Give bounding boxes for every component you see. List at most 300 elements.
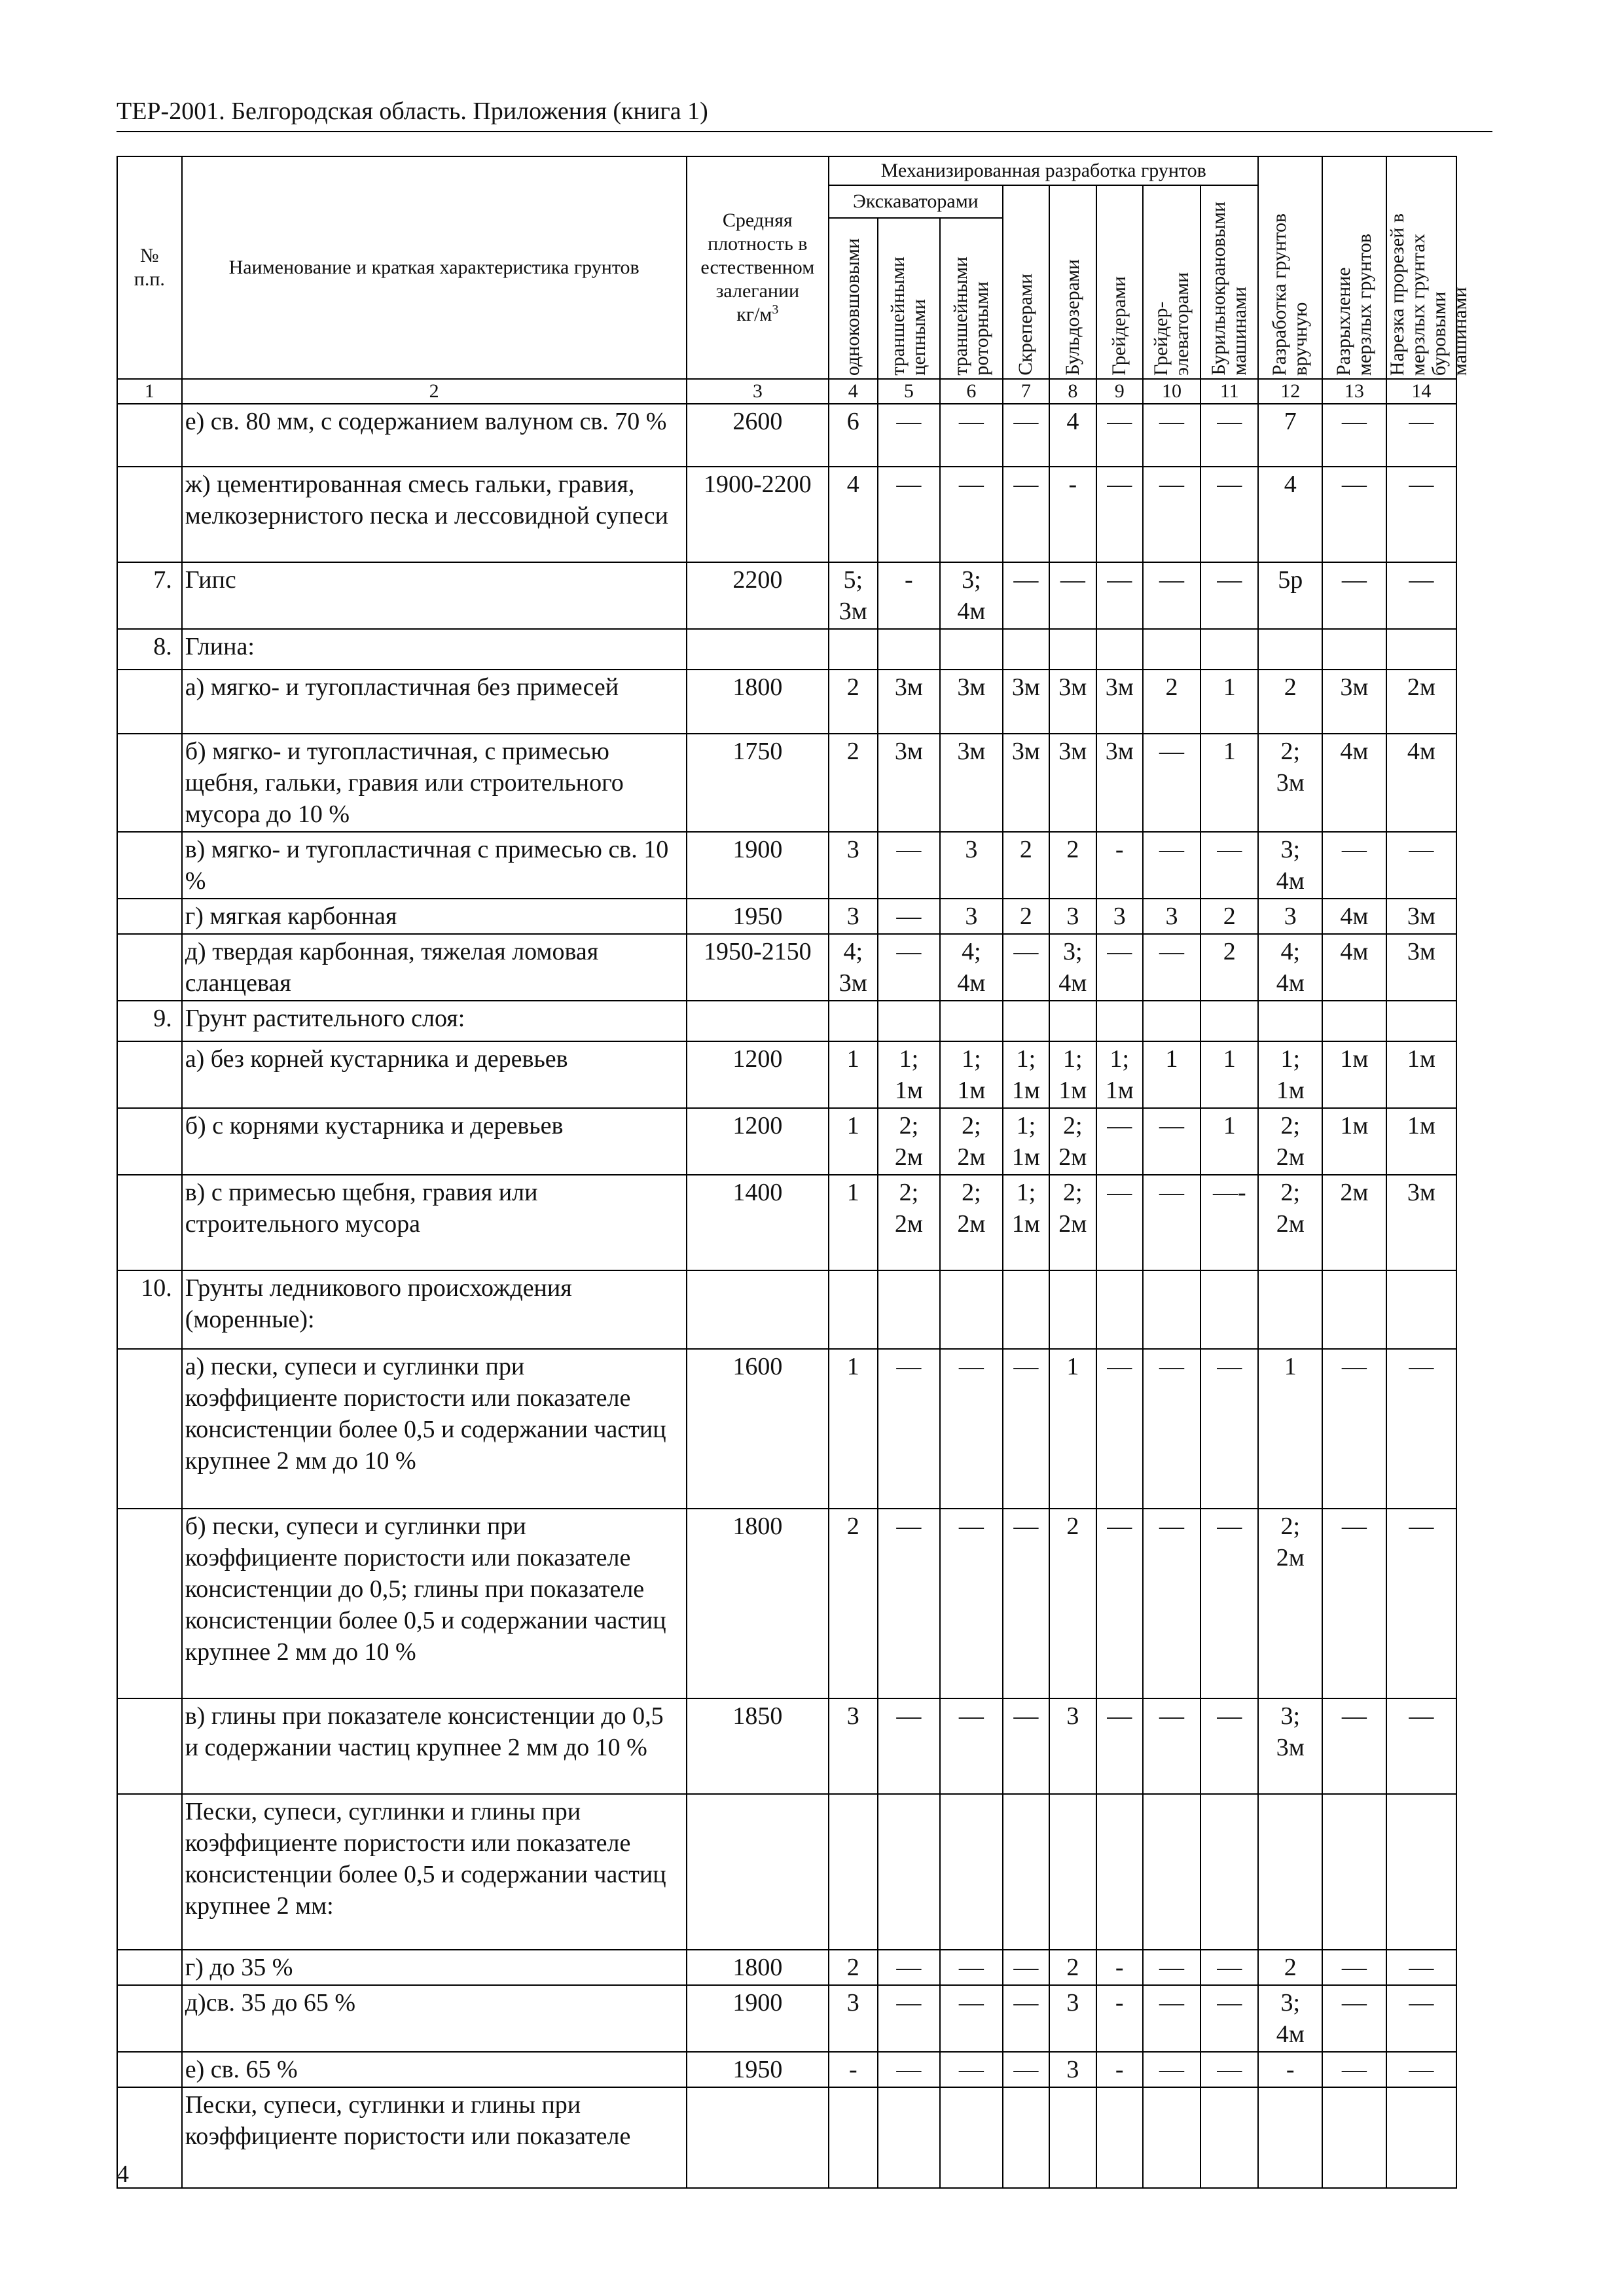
table-row	[117, 1041, 1456, 1108]
soil-group-value	[1258, 1001, 1322, 1041]
table-row	[117, 467, 1456, 562]
column-index: 14	[1386, 379, 1456, 404]
soil-group-value: 1	[829, 1041, 878, 1108]
soil-group-value: —	[1143, 467, 1200, 562]
soil-group-value: —	[878, 467, 941, 562]
soil-group-value	[1003, 1270, 1049, 1349]
soil-description: в) с примесью щебня, гравия или строительного мусора	[182, 1175, 687, 1270]
soil-group-value	[1003, 2087, 1049, 2188]
soil-group-value: 3; 4м	[1049, 934, 1096, 1001]
soil-group-value: 4; 4м	[1258, 934, 1322, 1001]
soil-group-value	[1322, 1001, 1386, 1041]
soil-group-value	[1096, 629, 1143, 670]
row-number	[117, 1041, 182, 1108]
column-index: 1	[117, 379, 182, 404]
soil-group-value	[1258, 2087, 1322, 2188]
soil-group-value	[1096, 1270, 1143, 1349]
column-index: 10	[1143, 379, 1200, 404]
soil-group-value	[1322, 629, 1386, 670]
soil-group-value	[829, 1270, 878, 1349]
table-row	[117, 629, 1456, 670]
table-row	[117, 734, 1456, 832]
soil-group-value: —	[1143, 934, 1200, 1001]
soil-group-value: 2; 2м	[1049, 1175, 1096, 1270]
density-value: 1900	[687, 1985, 829, 2052]
header-col7	[1003, 185, 1049, 379]
header-col11-text: Бурильнокрановыми машинами	[1208, 202, 1251, 376]
density-value: 1200	[687, 1041, 829, 1108]
soil-group-value: 4м	[1322, 934, 1386, 1001]
soil-group-value: —	[1386, 832, 1456, 899]
soil-group-value	[1049, 1001, 1096, 1041]
density-value	[687, 1001, 829, 1041]
table-row	[117, 1698, 1456, 1794]
soil-group-value: 3	[1096, 899, 1143, 934]
soil-group-value: 3м	[940, 734, 1003, 832]
header-col10-text: Грейдер- элеваторами	[1150, 272, 1193, 376]
soil-group-value: —	[940, 1509, 1003, 1698]
soil-group-value: —	[940, 1985, 1003, 2052]
header-col12	[1258, 156, 1322, 379]
soil-group-value: —	[1096, 1349, 1143, 1509]
header-col14-text: Нарезка прорезей в мерзлых грунтах буровыми машинами	[1386, 213, 1471, 376]
header-col6-text: траншейными роторными	[949, 257, 992, 376]
header-col12-text: Разработка грунтов вручную	[1269, 213, 1312, 376]
soil-group-value: 3м	[1096, 670, 1143, 734]
soil-group-value	[1258, 1794, 1322, 1950]
soil-group-value: 3	[1049, 2052, 1096, 2087]
header-col8	[1049, 185, 1096, 379]
soil-group-value: —	[1200, 1509, 1258, 1698]
soil-group-value: 4	[1258, 467, 1322, 562]
header-col13	[1322, 156, 1386, 379]
soil-group-value: —	[1143, 1985, 1200, 2052]
table-row	[117, 562, 1456, 629]
soil-group-value: —	[940, 467, 1003, 562]
soil-group-value: —	[1200, 1950, 1258, 1985]
soil-group-value	[878, 1001, 941, 1041]
soil-group-value: —	[1003, 1349, 1049, 1509]
soil-group-value	[1200, 1270, 1258, 1349]
soil-group-value: 4м	[1386, 734, 1456, 832]
soil-group-value: —	[1386, 562, 1456, 629]
soil-group-value: 3м	[1386, 1175, 1456, 1270]
soil-group-value: 1м	[1322, 1108, 1386, 1175]
soil-group-value	[1003, 1001, 1049, 1041]
row-number: 7.	[117, 562, 182, 629]
row-number	[117, 1108, 182, 1175]
soil-group-value	[878, 1270, 941, 1349]
soil-group-value: 4	[1049, 404, 1096, 467]
soil-group-value: —	[1096, 1509, 1143, 1698]
soil-group-value: 1	[829, 1349, 878, 1509]
density-value: 1800	[687, 1950, 829, 1985]
soil-group-value: -	[1096, 832, 1143, 899]
soil-group-value: —	[1143, 1108, 1200, 1175]
row-number	[117, 1950, 182, 1985]
table-body	[117, 404, 1456, 2188]
soil-group-value	[1143, 1270, 1200, 1349]
row-number	[117, 1349, 182, 1509]
soil-description: д) твердая карбонная, тяжелая ломовая сланцевая	[182, 934, 687, 1001]
soil-group-value: 2	[829, 1950, 878, 1985]
soil-group-value: —	[1322, 2052, 1386, 2087]
soil-group-value: —	[1096, 1698, 1143, 1794]
soil-group-value: —	[1200, 1698, 1258, 1794]
soil-group-value	[878, 2087, 941, 2188]
soil-group-value	[1049, 629, 1096, 670]
row-number	[117, 1698, 182, 1794]
soil-group-value	[1049, 1270, 1096, 1349]
density-value: 1950	[687, 899, 829, 934]
density-value	[687, 629, 829, 670]
soil-group-value	[1096, 2087, 1143, 2188]
soil-group-value: —	[1003, 1950, 1049, 1985]
soil-group-value: 2; 2м	[1049, 1108, 1096, 1175]
row-number	[117, 934, 182, 1001]
soil-description: Грунты ледникового происхождения (моренные):	[182, 1270, 687, 1349]
soil-description: е) св. 80 мм, с содержанием валуном св. 70 %	[182, 404, 687, 467]
soil-group-value	[1143, 2087, 1200, 2188]
header-num: № п.п.	[117, 156, 182, 379]
row-number	[117, 467, 182, 562]
table-row	[117, 832, 1456, 899]
row-number	[117, 1175, 182, 1270]
soil-group-value	[1096, 1001, 1143, 1041]
soil-group-value	[940, 1794, 1003, 1950]
soil-group-value: 2	[1003, 832, 1049, 899]
soil-group-value	[829, 2087, 878, 2188]
table-row	[117, 899, 1456, 934]
soil-group-value: —	[1143, 1175, 1200, 1270]
soil-group-value: 1м	[1386, 1041, 1456, 1108]
soil-group-value: 4м	[1322, 899, 1386, 934]
soil-group-value	[940, 2087, 1003, 2188]
soil-group-value: 4; 4м	[940, 934, 1003, 1001]
soil-group-value: 2; 2м	[1258, 1509, 1322, 1698]
row-number	[117, 670, 182, 734]
page-number: 4	[117, 2161, 129, 2188]
density-value: 2200	[687, 562, 829, 629]
soil-group-value: -	[1096, 1985, 1143, 2052]
soil-group-value: —	[1096, 934, 1143, 1001]
column-index: 2	[182, 379, 687, 404]
density-value: 1850	[687, 1698, 829, 1794]
table-row	[117, 1794, 1456, 1950]
soil-group-value: —	[878, 1349, 941, 1509]
table-row	[117, 1950, 1456, 1985]
soil-group-value: —	[1386, 1950, 1456, 1985]
soil-group-value: 4м	[1322, 734, 1386, 832]
soil-group-value: —	[1096, 562, 1143, 629]
soil-group-value: —	[1386, 1698, 1456, 1794]
soil-group-value: 3	[1049, 1698, 1096, 1794]
soil-description: б) с корнями кустарника и деревьев	[182, 1108, 687, 1175]
table-row	[117, 2087, 1456, 2188]
header-col9	[1096, 185, 1143, 379]
soil-group-value: —	[1003, 404, 1049, 467]
density-value: 1900	[687, 832, 829, 899]
soil-group-value: —	[940, 404, 1003, 467]
soil-group-value: —	[1096, 404, 1143, 467]
table-row	[117, 1270, 1456, 1349]
soil-group-value: 7	[1258, 404, 1322, 467]
soil-group-value: 3	[829, 832, 878, 899]
soil-group-value: 3м	[1096, 734, 1143, 832]
soil-group-value: 2	[1200, 899, 1258, 934]
soil-group-value	[829, 1794, 878, 1950]
soil-group-value	[1322, 1270, 1386, 1349]
soil-group-value: -	[829, 2052, 878, 2087]
soil-group-value: 1	[1258, 1349, 1322, 1509]
soil-group-value	[1258, 1270, 1322, 1349]
soil-group-value: 1	[1200, 670, 1258, 734]
header-density-text: Средняя плотность в естественном залегании кг/м	[700, 209, 815, 325]
soil-group-value	[1143, 629, 1200, 670]
soil-group-value: —	[878, 1698, 941, 1794]
soil-group-value: 3м	[1049, 670, 1096, 734]
soil-group-value: 1	[1200, 1041, 1258, 1108]
soil-group-value: 2	[1003, 899, 1049, 934]
soil-group-value: 2	[1049, 1509, 1096, 1698]
column-index: 6	[940, 379, 1003, 404]
header-mechanized: Механизированная разработка грунтов	[829, 156, 1258, 185]
soil-group-value: 1м	[1386, 1108, 1456, 1175]
soil-group-value: 1	[829, 1108, 878, 1175]
soil-group-value: 1; 1м	[1049, 1041, 1096, 1108]
soil-group-value: -	[878, 562, 941, 629]
density-value: 1800	[687, 670, 829, 734]
column-index: 11	[1200, 379, 1258, 404]
soil-group-value: —	[1322, 1349, 1386, 1509]
soil-description: Грунт растительного слоя:	[182, 1001, 687, 1041]
soil-group-value	[940, 1001, 1003, 1041]
header-col14	[1386, 156, 1471, 379]
density-value: 1750	[687, 734, 829, 832]
soil-group-value: —	[878, 404, 941, 467]
soil-group-value	[940, 629, 1003, 670]
row-number	[117, 1985, 182, 2052]
soil-group-value: 2; 2м	[1258, 1108, 1322, 1175]
soil-group-value: —	[1200, 404, 1258, 467]
soil-group-value	[1143, 1794, 1200, 1950]
soil-group-value: —	[1143, 832, 1200, 899]
soil-group-value	[1322, 1794, 1386, 1950]
soil-description: а) мягко- и тугопластичная без примесей	[182, 670, 687, 734]
soil-group-value: —	[1143, 1509, 1200, 1698]
soil-group-value: 3	[940, 899, 1003, 934]
soil-group-value	[1386, 1270, 1456, 1349]
soil-group-value: 5р	[1258, 562, 1322, 629]
soil-group-value: —	[1386, 1349, 1456, 1509]
column-index: 9	[1096, 379, 1143, 404]
column-index: 7	[1003, 379, 1049, 404]
soil-group-value: —	[1200, 467, 1258, 562]
soil-group-value: —	[1049, 562, 1096, 629]
header-col4-text: одноковшовыми	[842, 238, 864, 376]
soil-group-value: —	[1003, 562, 1049, 629]
soil-group-value	[878, 629, 941, 670]
soil-group-value: 1м	[1322, 1041, 1386, 1108]
density-value: 1400	[687, 1175, 829, 1270]
soil-group-value: 3; 4м	[1258, 1985, 1322, 2052]
soil-classification-table	[117, 156, 1471, 2189]
soil-group-value: 1; 1м	[1003, 1108, 1049, 1175]
soil-group-value: 3	[829, 1985, 878, 2052]
header-col8-text: Бульдозерами	[1061, 259, 1083, 376]
column-index: 5	[878, 379, 941, 404]
soil-group-value: —	[1386, 1985, 1456, 2052]
soil-group-value: 4; 3м	[829, 934, 878, 1001]
column-index: 4	[829, 379, 878, 404]
soil-group-value: —	[940, 1950, 1003, 1985]
row-number	[117, 1794, 182, 1950]
density-value	[687, 2087, 829, 2188]
soil-group-value: —	[1143, 404, 1200, 467]
row-number	[117, 2052, 182, 2087]
soil-group-value	[1386, 1794, 1456, 1950]
soil-description: е) св. 65 %	[182, 2052, 687, 2087]
header-col10	[1143, 185, 1200, 379]
row-number	[117, 832, 182, 899]
header-density-sup: 3	[772, 302, 779, 317]
soil-group-value: —	[1322, 562, 1386, 629]
soil-group-value	[1049, 2087, 1096, 2188]
soil-group-value: —	[1322, 467, 1386, 562]
soil-group-value: 3	[1143, 899, 1200, 934]
soil-group-value: 3	[1049, 899, 1096, 934]
soil-group-value: —	[1003, 1985, 1049, 2052]
soil-group-value: 3м	[1322, 670, 1386, 734]
soil-group-value: 1	[1200, 1108, 1258, 1175]
soil-group-value: -	[1096, 1950, 1143, 1985]
soil-group-value	[1003, 629, 1049, 670]
soil-group-value: 1; 1м	[940, 1041, 1003, 1108]
row-number	[117, 1509, 182, 1698]
soil-group-value: —	[940, 1349, 1003, 1509]
table-row	[117, 1985, 1456, 2052]
soil-group-value: -	[1096, 2052, 1143, 2087]
soil-group-value: 1	[1200, 734, 1258, 832]
soil-group-value: —	[1200, 562, 1258, 629]
density-value	[687, 1270, 829, 1349]
soil-group-value: 2	[1049, 1950, 1096, 1985]
row-number: 10.	[117, 1270, 182, 1349]
soil-description: а) пески, супеси и суглинки при коэффициенте пористости или показателе консистенции более 0,5 и содержании частиц крупнее 2 мм до 10 %	[182, 1349, 687, 1509]
table-row	[117, 934, 1456, 1001]
soil-description: Пески, супеси, суглинки и глины при коэффициенте пористости или показателе	[182, 2087, 687, 2188]
soil-group-value: —	[1322, 1985, 1386, 2052]
soil-group-value: —	[1143, 562, 1200, 629]
density-value: 1200	[687, 1108, 829, 1175]
soil-description: ж) цементированная смесь гальки, гравия, мелкозернистого песка и лессовидной супеси	[182, 467, 687, 562]
soil-group-value	[1143, 1001, 1200, 1041]
soil-group-value	[1386, 1001, 1456, 1041]
soil-group-value: —	[1003, 1509, 1049, 1698]
soil-group-value	[1003, 1794, 1049, 1950]
soil-description: Гипс	[182, 562, 687, 629]
soil-description: Пески, супеси, суглинки и глины при коэффициенте пористости или показателе консистенции более 0,5 и содержании частиц крупнее 2 мм:	[182, 1794, 687, 1950]
soil-group-value	[1200, 1794, 1258, 1950]
soil-group-value: —	[1322, 404, 1386, 467]
soil-group-value: —	[878, 832, 941, 899]
soil-group-value: 3; 4м	[1258, 832, 1322, 899]
soil-group-value: 2; 3м	[1258, 734, 1322, 832]
soil-group-value: —	[1003, 467, 1049, 562]
soil-group-value: —	[1200, 1349, 1258, 1509]
soil-group-value: 3м	[1049, 734, 1096, 832]
soil-group-value: 1; 1м	[878, 1041, 941, 1108]
density-value: 1950-2150	[687, 934, 829, 1001]
soil-group-value: 2	[1200, 934, 1258, 1001]
soil-group-value: 1; 1м	[1258, 1041, 1322, 1108]
soil-group-value: 2	[1049, 832, 1096, 899]
header-col6	[940, 218, 1003, 379]
density-value: 1950	[687, 2052, 829, 2087]
soil-group-value: 3	[940, 832, 1003, 899]
running-header: ТЕР-2001. Белгородская область. Приложения (книга 1)	[117, 98, 708, 125]
column-index: 3	[687, 379, 829, 404]
soil-group-value: —	[1386, 2052, 1456, 2087]
soil-group-value: —	[878, 899, 941, 934]
soil-group-value: —	[1200, 1985, 1258, 2052]
soil-group-value: 1; 1м	[1003, 1041, 1049, 1108]
soil-description: а) без корней кустарника и деревьев	[182, 1041, 687, 1108]
soil-group-value: —	[1143, 1950, 1200, 1985]
soil-group-value: —	[1386, 1509, 1456, 1698]
soil-group-value: 3м	[1003, 670, 1049, 734]
soil-group-value: 2	[829, 734, 878, 832]
soil-group-value: —	[878, 1509, 941, 1698]
soil-group-value: —	[1322, 1950, 1386, 1985]
table-row	[117, 670, 1456, 734]
soil-group-value: 2	[1258, 1950, 1322, 1985]
soil-group-value: —	[1200, 832, 1258, 899]
density-value: 2600	[687, 404, 829, 467]
density-value: 1800	[687, 1509, 829, 1698]
soil-group-value: —	[1200, 2052, 1258, 2087]
soil-group-value: 2м	[1322, 1175, 1386, 1270]
table-row	[117, 1349, 1456, 1509]
soil-group-value: —	[1143, 1698, 1200, 1794]
soil-group-value: 3	[829, 1698, 878, 1794]
soil-group-value: —	[1386, 467, 1456, 562]
soil-description: б) пески, супеси и суглинки при коэффициенте пористости или показателе консистенции до 0,5; глины при показателе консистенции более 0,5 и содержании частиц крупнее 2 мм до 10 %	[182, 1509, 687, 1698]
soil-group-value	[1049, 1794, 1096, 1950]
table-row	[117, 1001, 1456, 1041]
header-col4	[829, 218, 878, 379]
soil-group-value: 3м	[940, 670, 1003, 734]
soil-group-value: —	[1322, 832, 1386, 899]
soil-group-value: 5; 3м	[829, 562, 878, 629]
soil-group-value	[1386, 2087, 1456, 2188]
soil-group-value: 3м	[1003, 734, 1049, 832]
soil-group-value: 4	[829, 467, 878, 562]
soil-group-value: —	[1096, 1175, 1143, 1270]
column-index-row	[117, 379, 1456, 404]
soil-group-value: —	[878, 2052, 941, 2087]
row-number	[117, 734, 182, 832]
soil-group-value: 3	[1049, 1985, 1096, 2052]
header-col5	[878, 218, 941, 379]
header-col11	[1200, 185, 1258, 379]
soil-group-value: 1; 1м	[1096, 1041, 1143, 1108]
column-index: 8	[1049, 379, 1096, 404]
soil-group-value: —	[1143, 2052, 1200, 2087]
table-row	[117, 1509, 1456, 1698]
soil-group-value: 1; 1м	[1003, 1175, 1049, 1270]
header-rule	[117, 131, 1492, 132]
